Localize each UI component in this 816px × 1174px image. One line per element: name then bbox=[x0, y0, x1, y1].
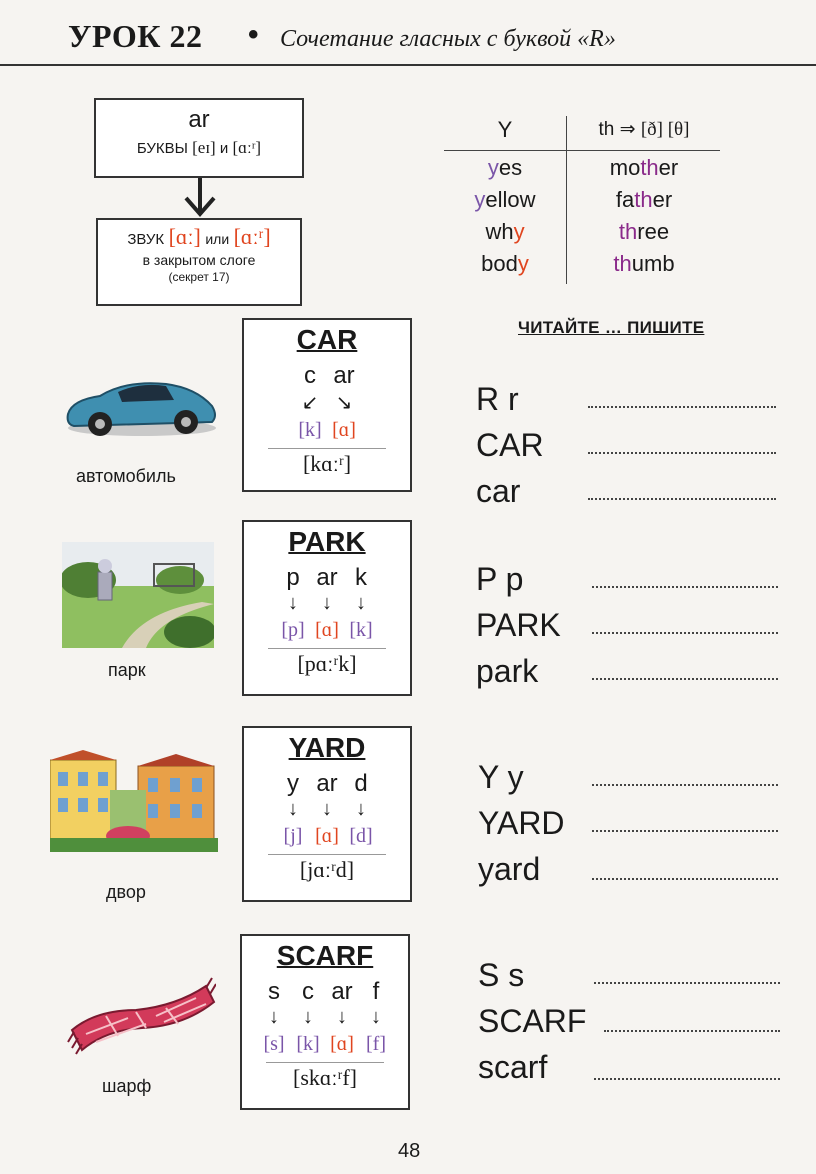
word-highlight: th bbox=[640, 155, 659, 180]
arrow-icon: ↓ bbox=[269, 1006, 279, 1028]
word-card-scarf bbox=[240, 934, 410, 1110]
rule-letters: ar bbox=[188, 106, 210, 133]
word-part: bod bbox=[481, 251, 518, 276]
rule-letters-ipa2: [ɑːʳ] bbox=[232, 138, 262, 157]
practice-word: scarf bbox=[478, 1049, 548, 1085]
rule-secret-note: (секрет 17) bbox=[168, 270, 230, 284]
sound: [ɑ] bbox=[315, 825, 339, 847]
th-word-3 bbox=[568, 248, 720, 280]
y-word-0 bbox=[444, 152, 566, 184]
sound-row bbox=[242, 1033, 408, 1056]
letter-part: y bbox=[287, 770, 299, 797]
th-header-label: th bbox=[598, 119, 615, 140]
arrow-icon-row bbox=[244, 798, 410, 821]
practice-word: PARK bbox=[476, 607, 561, 643]
practice-word: SCARF bbox=[478, 1003, 587, 1039]
word-highlight: y bbox=[517, 251, 529, 276]
word-highlight: th bbox=[618, 219, 638, 244]
flow-down-arrow-icon bbox=[182, 178, 218, 218]
arrow-icon: ↓ bbox=[371, 1006, 381, 1028]
sound: [ɑ] bbox=[330, 1033, 354, 1055]
practice-word: CAR bbox=[476, 427, 544, 463]
letter-part: ar bbox=[316, 564, 338, 591]
caption-yard: двор bbox=[106, 882, 146, 902]
writing-line[interactable] bbox=[594, 982, 780, 984]
th-word-1 bbox=[568, 184, 720, 216]
card-transcription: [skɑːʳf] bbox=[266, 1062, 384, 1091]
caption-car: автомобиль bbox=[76, 466, 176, 486]
arrow-icon-row bbox=[244, 592, 410, 615]
page-number: 48 bbox=[398, 1140, 421, 1162]
word-part: ellow bbox=[485, 187, 536, 212]
practice-group-park bbox=[476, 556, 561, 694]
caption-scarf: шарф bbox=[102, 1076, 152, 1096]
letter-part: d bbox=[354, 770, 368, 797]
word-card-yard bbox=[242, 726, 412, 902]
letter-part: s bbox=[268, 978, 280, 1005]
practice-word: R r bbox=[476, 381, 519, 417]
sound: [j] bbox=[283, 825, 303, 847]
sound: [k] bbox=[296, 1033, 320, 1055]
th-word-0 bbox=[568, 152, 720, 184]
arrow-icon: ↓ bbox=[322, 592, 332, 614]
writing-line[interactable] bbox=[592, 830, 778, 832]
car-picture bbox=[62, 366, 222, 442]
th-word-2 bbox=[568, 216, 720, 248]
letter-part: p bbox=[286, 564, 300, 591]
rule-sound-box bbox=[96, 218, 302, 306]
sound: [k] bbox=[298, 419, 322, 441]
word-highlight: y bbox=[487, 155, 499, 180]
read-write-heading: ЧИТАЙТЕ … ПИШИТЕ bbox=[518, 318, 705, 337]
yard-picture bbox=[50, 750, 218, 854]
practice-group-car bbox=[476, 376, 544, 514]
word-highlight: th bbox=[613, 251, 632, 276]
sound: [ɑ] bbox=[315, 619, 339, 641]
sound: [ɑ] bbox=[332, 419, 356, 441]
y-word-3 bbox=[444, 248, 566, 280]
letter-part: c bbox=[302, 978, 314, 1005]
arrow-icon: ↓ bbox=[288, 798, 298, 820]
sound: [s] bbox=[263, 1033, 285, 1055]
rule-sound-prefix: ЗВУК bbox=[127, 231, 165, 248]
card-word: CAR bbox=[296, 324, 358, 355]
caption-park: парк bbox=[108, 660, 146, 680]
word-highlight: th bbox=[634, 187, 653, 212]
table-column-rule bbox=[566, 116, 567, 284]
word-part: er bbox=[652, 187, 673, 212]
arrow-icon-row bbox=[244, 390, 410, 415]
word-part: fa bbox=[615, 187, 635, 212]
letter-part: ar bbox=[316, 770, 338, 797]
sound-row bbox=[244, 619, 410, 642]
writing-line[interactable] bbox=[588, 498, 776, 500]
practice-word: YARD bbox=[478, 805, 565, 841]
rule-sound-line bbox=[98, 224, 300, 250]
card-word: PARK bbox=[288, 526, 366, 557]
word-part: wh bbox=[485, 219, 514, 244]
arrow-icon-row bbox=[242, 1006, 408, 1029]
table-col-y bbox=[444, 114, 566, 280]
lesson-subtitle: Сочетание гласных с буквой «R» bbox=[280, 26, 616, 52]
sound: [k] bbox=[349, 619, 373, 641]
sound-row bbox=[244, 825, 410, 848]
th-header-arrow: ⇒ bbox=[619, 119, 636, 140]
arrow-icon: ↓ bbox=[356, 798, 366, 820]
arrow-icon: ↓ bbox=[303, 1006, 313, 1028]
arrow-icon: ↓ bbox=[337, 1006, 347, 1028]
rule-letters-and: и bbox=[219, 140, 229, 157]
letter-part: c bbox=[304, 362, 316, 389]
letter-part: ar bbox=[331, 978, 353, 1005]
writing-line[interactable] bbox=[592, 632, 778, 634]
practice-word: park bbox=[476, 653, 539, 689]
writing-line[interactable] bbox=[604, 1030, 780, 1032]
table-header-th bbox=[568, 114, 720, 146]
writing-line[interactable] bbox=[588, 406, 776, 408]
arrow-icon: ↓ bbox=[322, 798, 332, 820]
word-highlight: y bbox=[474, 187, 486, 212]
rule-letters-box bbox=[94, 98, 304, 178]
rule-sound-or: или bbox=[205, 231, 230, 247]
writing-line[interactable] bbox=[592, 586, 778, 588]
arrow-icon: ↓ bbox=[356, 592, 366, 614]
writing-line[interactable] bbox=[588, 452, 776, 454]
rule-letters-prefix: БУКВЫ bbox=[136, 140, 188, 157]
table-col-th bbox=[568, 114, 720, 280]
writing-line[interactable] bbox=[592, 878, 778, 880]
writing-line[interactable] bbox=[592, 678, 778, 680]
letter-part-row bbox=[242, 978, 408, 1006]
letter-part: ar bbox=[333, 362, 355, 389]
card-transcription: [kɑːʳ] bbox=[268, 448, 386, 477]
rule-sound-ipa2: [ɑːʳ] bbox=[233, 224, 271, 249]
sound: [d] bbox=[349, 825, 373, 847]
practice-word: car bbox=[476, 473, 521, 509]
practice-word: P p bbox=[476, 561, 524, 597]
word-card-park bbox=[242, 520, 412, 696]
practice-word: Y y bbox=[478, 759, 524, 795]
rule-sound-ipa1: [ɑː] bbox=[168, 224, 201, 249]
arrow-icon: ↘ bbox=[335, 392, 353, 414]
park-picture bbox=[62, 542, 214, 648]
table-header-rule bbox=[444, 150, 720, 151]
practice-group-yard bbox=[478, 754, 565, 892]
card-transcription: [pɑːʳk] bbox=[268, 648, 386, 677]
card-transcription: [jɑːʳd] bbox=[268, 854, 386, 883]
sound-row bbox=[244, 419, 410, 442]
rule-letters-line bbox=[96, 138, 302, 158]
header-divider bbox=[0, 64, 816, 66]
title-bullet: • bbox=[248, 18, 259, 51]
arrow-icon: ↓ bbox=[288, 592, 298, 614]
word-part: ree bbox=[637, 219, 670, 244]
practice-group-scarf bbox=[478, 952, 586, 1090]
writing-line[interactable] bbox=[592, 784, 778, 786]
practice-word: yard bbox=[478, 851, 541, 887]
table-header-y: Y bbox=[497, 117, 513, 142]
letter-part-row bbox=[244, 362, 410, 390]
word-card-car bbox=[242, 318, 412, 492]
letter-part: k bbox=[355, 564, 367, 591]
letter-part-row bbox=[244, 770, 410, 798]
letter-part-row bbox=[244, 564, 410, 592]
practice-word: S s bbox=[478, 957, 525, 993]
word-part: er bbox=[658, 155, 679, 180]
sound: [p] bbox=[281, 619, 305, 641]
y-word-1 bbox=[444, 184, 566, 216]
word-part: umb bbox=[631, 251, 675, 276]
sound: [f] bbox=[366, 1033, 386, 1055]
lesson-title: УРОК 22 bbox=[68, 18, 203, 54]
word-part: es bbox=[498, 155, 523, 180]
word-part: mo bbox=[609, 155, 641, 180]
card-word: SCARF bbox=[276, 940, 374, 971]
y-word-2 bbox=[444, 216, 566, 248]
writing-line[interactable] bbox=[594, 1078, 780, 1080]
word-highlight: y bbox=[513, 219, 525, 244]
card-word: YARD bbox=[288, 732, 366, 763]
rule-sound-note: в закрытом слоге bbox=[142, 252, 256, 268]
rule-letters-ipa1: [eɪ] bbox=[192, 138, 216, 157]
arrow-icon: ↙ bbox=[301, 392, 319, 414]
letter-part: f bbox=[372, 978, 380, 1005]
scarf-picture bbox=[66, 976, 216, 1056]
th-header-ipa: [ð] [θ] bbox=[640, 119, 690, 140]
